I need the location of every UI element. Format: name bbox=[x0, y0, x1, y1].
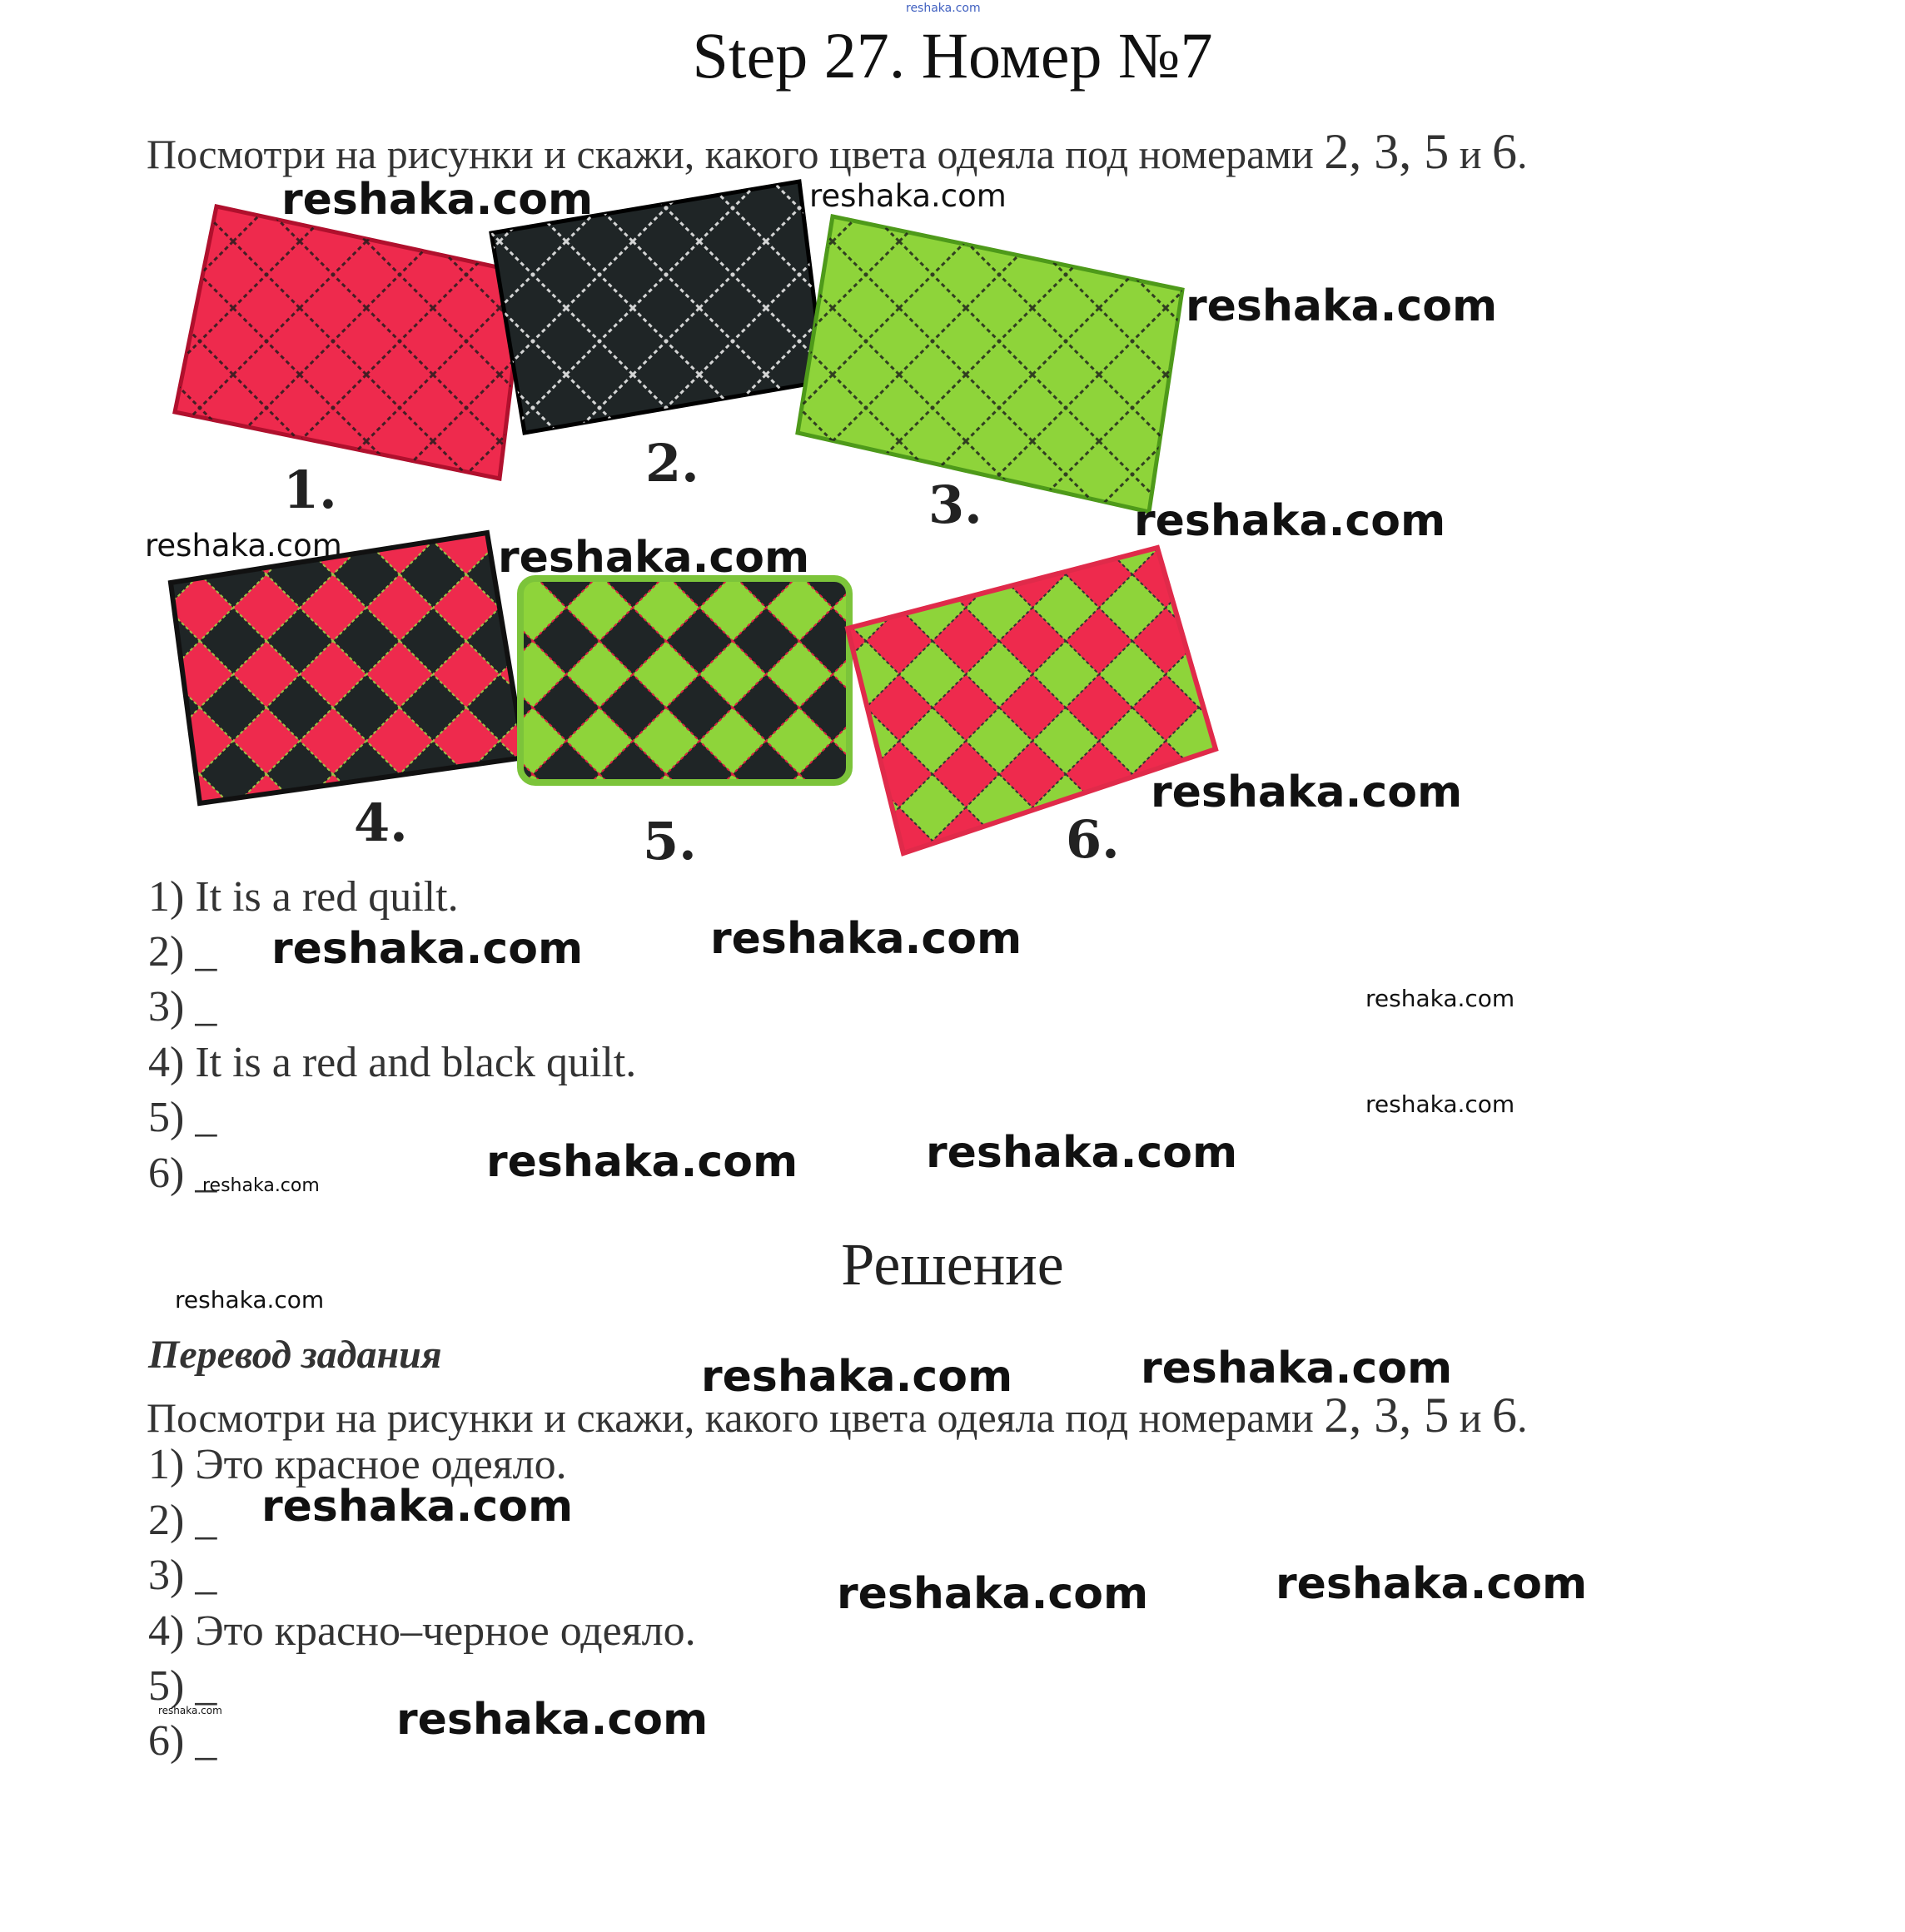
watermark: reshaka.com bbox=[158, 1705, 222, 1716]
task-numbers: 2, 3, 5 bbox=[1324, 124, 1450, 179]
site-mark: reshaka.com bbox=[906, 2, 981, 15]
solution-line-4: 4) Это красно–черное одеяло. bbox=[148, 1607, 696, 1655]
watermark: reshaka.com bbox=[202, 1175, 320, 1196]
watermark: reshaka.com bbox=[281, 175, 594, 225]
solution-line-1: 1) Это красное одеяло. bbox=[148, 1441, 567, 1488]
task-end: . bbox=[1517, 1394, 1528, 1441]
solution-line-2: 2) _ bbox=[148, 1497, 217, 1544]
quilts-illustration bbox=[167, 175, 1224, 874]
watermark: reshaka.com bbox=[175, 1286, 325, 1314]
watermark: reshaka.com bbox=[1141, 1343, 1453, 1393]
quilt-2-label: 2. bbox=[645, 433, 699, 494]
quilt-4 bbox=[171, 533, 525, 853]
watermark: reshaka.com bbox=[1134, 496, 1446, 546]
translation-heading: Перевод задания bbox=[148, 1333, 442, 1377]
solution-line-6: 6) _ bbox=[148, 1717, 217, 1765]
quilt-4-shape bbox=[171, 533, 525, 803]
quilt-5-label: 5. bbox=[643, 811, 697, 872]
exercise-line-4: 4) It is a red and black quilt. bbox=[148, 1039, 637, 1086]
exercise-line-5: 5) _ bbox=[148, 1094, 217, 1141]
watermark: reshaka.com bbox=[1365, 985, 1515, 1012]
exercise-line-2: 2) _ bbox=[148, 928, 217, 976]
quilt-1 bbox=[175, 206, 525, 520]
watermark: reshaka.com bbox=[498, 533, 810, 583]
watermark: reshaka.com bbox=[701, 1352, 1013, 1402]
quilt-2 bbox=[491, 181, 824, 494]
task-end: . bbox=[1517, 131, 1528, 177]
quilt-1-label: 1. bbox=[283, 459, 337, 520]
page-title: Step 27. Номер №7 bbox=[692, 19, 1213, 92]
task-last-number: 6 bbox=[1492, 1388, 1518, 1443]
watermark: reshaka.com bbox=[271, 924, 584, 974]
exercise-line-1: 1) It is a red quilt. bbox=[148, 873, 459, 921]
quilt-6 bbox=[848, 548, 1216, 870]
watermark: reshaka.com bbox=[1151, 767, 1463, 817]
task-prefix: Посмотри на рисунки и скажи, какого цвета одеяла под номерами bbox=[147, 131, 1325, 177]
watermark: reshaka.com bbox=[261, 1482, 574, 1532]
task-text bbox=[147, 123, 1528, 181]
task-conj: и bbox=[1449, 1394, 1493, 1441]
task-conj: и bbox=[1449, 131, 1493, 177]
watermark: reshaka.com bbox=[837, 1569, 1149, 1619]
quilt-3-label: 3. bbox=[928, 474, 982, 535]
watermark: reshaka.com bbox=[145, 528, 342, 564]
watermark: reshaka.com bbox=[1186, 281, 1498, 331]
task-last-number: 6 bbox=[1492, 124, 1518, 179]
watermark: reshaka.com bbox=[809, 178, 1007, 214]
quilt-4-label: 4. bbox=[354, 792, 408, 853]
solution-line-3: 3) _ bbox=[148, 1552, 217, 1599]
quilt-5 bbox=[520, 579, 849, 872]
watermark: reshaka.com bbox=[1276, 1559, 1588, 1609]
exercise-line-6: 6) _ bbox=[148, 1150, 217, 1197]
watermark: reshaka.com bbox=[710, 914, 1022, 964]
watermark: reshaka.com bbox=[926, 1128, 1238, 1178]
solution-heading: Решение bbox=[841, 1231, 1064, 1298]
solution-line-5: 5) _ bbox=[148, 1662, 217, 1710]
quilt-3 bbox=[798, 216, 1182, 535]
quilt-6-label: 6. bbox=[1066, 809, 1120, 870]
task-numbers: 2, 3, 5 bbox=[1324, 1388, 1450, 1443]
quilt-5-shape bbox=[520, 579, 849, 782]
exercise-line-3: 3) _ bbox=[148, 983, 217, 1031]
watermark: reshaka.com bbox=[396, 1695, 709, 1745]
watermark: reshaka.com bbox=[486, 1137, 798, 1187]
watermark: reshaka.com bbox=[1365, 1090, 1515, 1118]
task-prefix: Посмотри на рисунки и скажи, какого цвета одеяла под номерами bbox=[147, 1394, 1325, 1441]
